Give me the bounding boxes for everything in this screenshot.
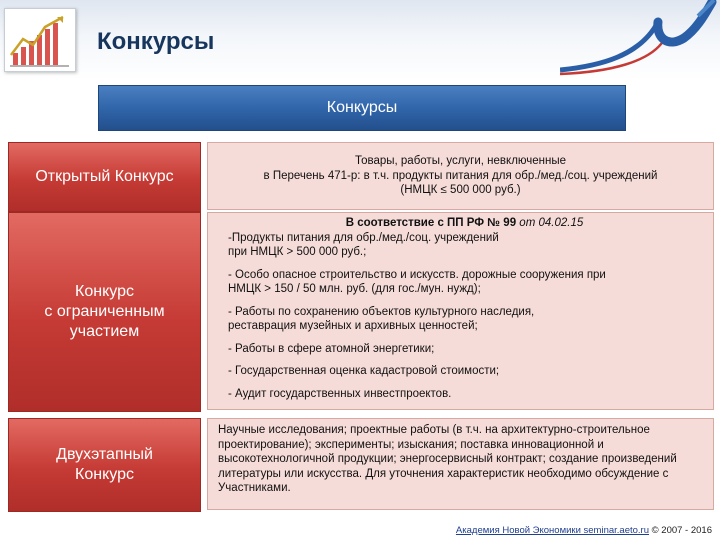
restricted-tender-label [8,212,201,412]
section-banner: Конкурсы [98,85,626,131]
academy-link[interactable]: Академия Новой Экономики seminar.aeto.ru [455,525,649,536]
description-line: в Перечень 471-р: в т.ч. продукты питания для обр./мед./соц. учреждений [263,169,658,182]
description-line: - Работы по сохранению объектов культурного наследия, [228,305,535,318]
regulation-header [228,216,701,231]
page-title: Конкурсы [97,28,215,55]
footer [456,525,712,536]
swoosh-decor-icon [560,0,720,80]
description-line: НМЦК > 150 / 50 млн. руб. (для гос./мун. нужд); [228,283,481,295]
two-stage-tender-label [8,418,201,512]
description-line: Товары, работы, услуги, невключенные [354,155,567,168]
label-line: с ограниченным [44,303,165,320]
description-line: - Особо опасное строительство и искусств. дорожные сооружения при [228,268,606,281]
open-tender-label-text: Открытый Конкурс [35,168,174,185]
description-line: реставрация музейных и архивных ценностей; [228,320,478,332]
description-line: - Государственная оценка кадастровой стоимости; [228,365,500,377]
label-line: Конкурс [75,466,134,483]
description-line: - Аудит государственных инвестпроектов. [228,387,452,400]
description-line: при НМЦК > 500 000 руб.; [228,246,367,258]
open-tender-label [8,142,201,212]
regulation-date: от 04.02.15 [519,217,584,229]
label-line: Двухэтапный [56,446,153,463]
description-line: - Работы в сфере атомной энергетики; [228,342,435,355]
label-line: Конкурс [75,283,134,300]
slide-header [0,0,720,80]
copyright: © 2007 - 2016 [651,525,712,536]
label-line: участием [69,323,140,340]
description-line: (НМЦК ≤ 500 000 руб.) [400,184,521,197]
description-line: -Продукты питания для обр./мед./соц. учреждений [228,231,499,244]
two-stage-tender-description: Научные исследования; проектные работы (в т.ч. на архитектурно-строительное проектирование); эксперименты; изыскания; поставка инновационной и высокотехнологичной продукции; энергосервисный контракт; создание произведений литературы или искусства. Для уточнения характеристик необходимо обсуждение с Участниками. [207,418,714,510]
open-tender-description [207,142,714,210]
chart-logo-icon [4,8,76,72]
restricted-tender-description [207,212,714,410]
regulation-title: В соответствие с ПП РФ № 99 [345,217,517,229]
